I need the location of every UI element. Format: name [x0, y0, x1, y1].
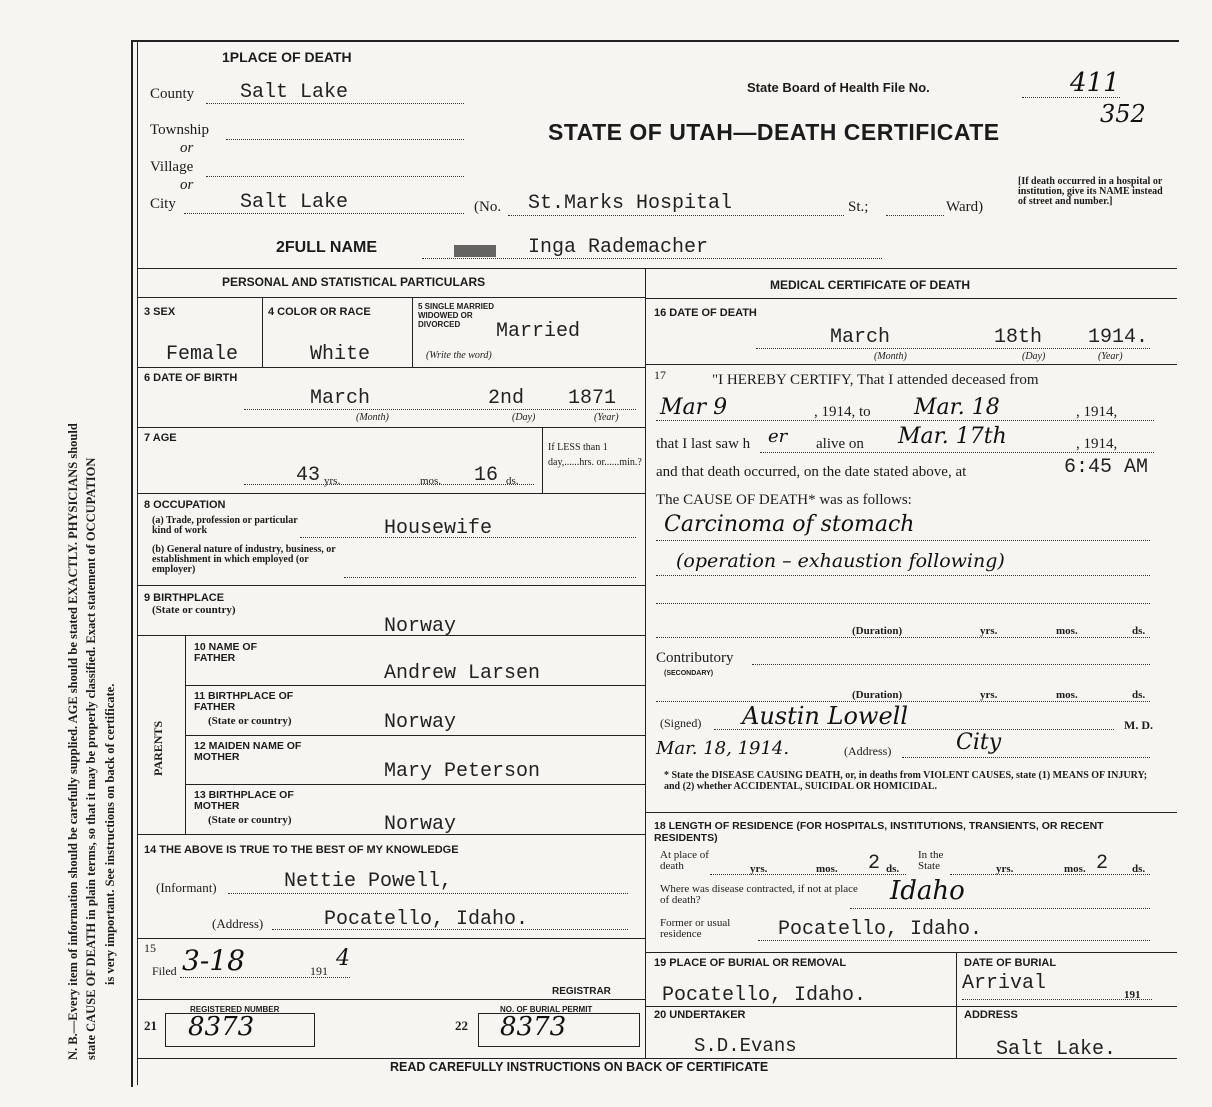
rule — [137, 938, 645, 939]
age-years: 43 — [296, 464, 321, 487]
signed-label: (Signed) — [660, 716, 702, 730]
city-label: City — [150, 196, 176, 212]
age-yrs-unit: yrs. — [324, 475, 341, 487]
personal-heading: PERSONAL AND STATISTICAL PARTICULARS — [222, 275, 486, 289]
rule — [137, 367, 645, 368]
dob-month: March — [310, 387, 371, 410]
registrar-label: REGISTRAR — [552, 986, 611, 997]
less-than-day-label: If LESS than 1 day,......hrs. or......min.? — [548, 442, 642, 468]
dod-month-caption: (Month) — [874, 351, 907, 362]
date-of-burial-label: DATE OF BURIAL — [964, 957, 1057, 969]
dod-day: 18th — [994, 326, 1043, 349]
in-state-mos: mos. — [1064, 863, 1086, 875]
in-state-ds: ds. — [1132, 863, 1146, 875]
rule — [137, 493, 645, 494]
physician-address-value: City — [956, 730, 1002, 755]
former-residence-value: Pocatello, Idaho. — [778, 918, 983, 941]
age-mos-unit: mos. — [420, 475, 442, 487]
rule — [185, 685, 645, 686]
father-birthplace-sub: (State or country) — [208, 715, 292, 727]
father-value: Andrew Larsen — [384, 662, 541, 685]
filed-line — [180, 977, 350, 978]
rule — [137, 585, 645, 586]
left-double-rule — [137, 40, 138, 1085]
marital-note: (Write the word) — [426, 350, 492, 361]
occupation-value: Housewife — [384, 517, 493, 540]
in-state-yrs: yrs. — [996, 863, 1014, 875]
less-divider — [542, 427, 543, 493]
dob-day-caption: (Day) — [512, 412, 536, 423]
occupation-label: 8 OCCUPATION — [144, 499, 226, 511]
contracted-value: Idaho — [890, 876, 965, 906]
in-state-days: 2 — [1096, 852, 1109, 875]
at-place-yrs: yrs. — [750, 863, 768, 875]
informant-address-label: (Address) — [212, 916, 264, 931]
mother-label: 12 MAIDEN NAME OF MOTHER — [194, 740, 302, 763]
rule — [185, 735, 645, 736]
at-place-mos: mos. — [816, 863, 838, 875]
in-state-line — [950, 874, 1150, 875]
registered-number-value: 8373 — [188, 1012, 255, 1042]
place-of-death-label: 1PLACE OF DEATH — [222, 49, 352, 65]
ward-label: Ward) — [946, 199, 984, 215]
cause-duration-label: (Duration) — [852, 625, 903, 637]
rule — [137, 999, 645, 1000]
file-no-value-2: 352 — [1100, 100, 1146, 128]
true-statement-label: 14 THE ABOVE IS TRUE TO THE BEST OF MY KNOWLEDGE — [144, 844, 459, 856]
side-note-line3: is very important. See instructions on back of certificate. — [103, 683, 117, 985]
rule — [645, 364, 1177, 365]
rule — [645, 298, 1177, 299]
physician-address-label: (Address) — [844, 744, 892, 758]
dod-day-caption: (Day) — [1022, 351, 1046, 362]
undertaker-label: 20 UNDERTAKER — [654, 1009, 746, 1021]
county-label: County — [150, 86, 195, 102]
rule — [137, 834, 645, 835]
mother-value: Mary Peterson — [384, 760, 541, 783]
age-days: 16 — [474, 464, 499, 487]
rule — [137, 427, 645, 428]
reg-21: 21 — [144, 1018, 157, 1033]
contracted-label: Where was disease contracted, if not at place of death? — [660, 883, 858, 906]
cause-yrs: yrs. — [980, 625, 998, 637]
last-saw-label: that I last saw h — [656, 436, 751, 452]
filed-date: 3-18 — [182, 944, 245, 977]
sex-value: Female — [166, 343, 239, 366]
alive-on-date: Mar. 17th — [898, 424, 1007, 449]
date-of-burial-year: 191 — [1124, 989, 1141, 1001]
color-value: White — [310, 343, 371, 366]
rule — [185, 784, 645, 785]
birthplace-value: Norway — [384, 615, 457, 638]
street-no-value: St.Marks Hospital — [528, 192, 733, 215]
attended-line — [656, 420, 1154, 421]
at-place-days: 2 — [868, 852, 881, 875]
birthplace-label: 9 BIRTHPLACE — [144, 592, 225, 604]
physician-address-line — [902, 757, 1150, 758]
footer-instructions: READ CAREFULLY INSTRUCTIONS ON BACK OF CERTIFICATE — [390, 1060, 769, 1074]
struck-out-prefix — [454, 245, 496, 257]
occupation-b-line — [344, 577, 636, 578]
date-of-burial-value: Arrival — [962, 972, 1047, 995]
village-line — [206, 176, 464, 177]
undertaker-address-label: ADDRESS — [964, 1009, 1018, 1021]
table-top-rule — [137, 268, 1177, 269]
age-label: 7 AGE — [144, 432, 177, 444]
at-place-ds: ds. — [886, 863, 900, 875]
file-no-value: 411 — [1070, 68, 1120, 98]
date-of-burial-line — [962, 999, 1152, 1000]
cause-line-2: (operation – exhaustion following) — [676, 550, 1005, 572]
color-divider — [412, 297, 413, 367]
rule — [645, 812, 1177, 813]
contrib-mos: mos. — [1056, 689, 1078, 701]
dod-year: 1914. — [1088, 326, 1149, 349]
attended-to-date: Mar. 18 — [914, 395, 1000, 420]
burial-divider — [956, 952, 957, 1058]
cause-duration-line — [656, 637, 1150, 638]
county-value: Salt Lake — [240, 81, 349, 104]
burial-place-value: Pocatello, Idaho. — [662, 984, 867, 1007]
burial-place-label: 19 PLACE OF BURIAL OR REMOVAL — [654, 957, 847, 969]
former-residence-line — [758, 940, 1150, 941]
filed-label: Filed — [152, 964, 177, 978]
age-ds-unit: ds. — [506, 475, 519, 487]
alive-on-label: alive on — [816, 436, 864, 452]
certify-num: 17 — [654, 368, 666, 382]
village-label: Village — [150, 159, 194, 175]
death-time-value: 6:45 AM — [1064, 456, 1149, 479]
in-state-label: In the State — [918, 849, 944, 872]
contributory-line — [752, 664, 1150, 665]
informant-value: Nettie Powell, — [284, 870, 453, 893]
certificate-title: STATE OF UTAH—DEATH CERTIFICATE — [548, 119, 1000, 145]
certify-text: "I HEREBY CERTIFY, That I attended deceased from — [712, 372, 1039, 388]
marital-value: Married — [496, 320, 581, 343]
township-label: Township — [150, 122, 209, 138]
dob-month-caption: (Month) — [356, 412, 389, 423]
contributory-label: Contributory — [656, 650, 734, 666]
mother-birthplace-value: Norway — [384, 813, 457, 836]
contrib-yrs: yrs. — [980, 689, 998, 701]
sex-divider — [262, 297, 263, 367]
cause-label: The CAUSE OF DEATH* was as follows: — [656, 492, 912, 508]
or-label-2: or — [180, 177, 194, 193]
secondary-label: (SECONDARY) — [664, 670, 714, 677]
color-label: 4 COLOR OR RACE — [268, 306, 371, 318]
sex-label: 3 SEX — [144, 306, 176, 318]
father-birthplace-value: Norway — [384, 711, 457, 734]
sign-date: Mar. 18, 1914. — [656, 738, 790, 759]
rule — [137, 635, 645, 636]
cause-footnote: * State the DISEASE CAUSING DEATH, or, in deaths from VIOLENT CAUSES, state (1) MEANS OF INJURY; and (2) whether ACCIDENTAL, SUICIDAL OR HOMICIDAL. — [664, 770, 1148, 792]
file-no-label: State Board of Health File No. — [747, 80, 930, 95]
or-label-1: or — [180, 140, 194, 156]
cause-line-2-rule — [656, 575, 1150, 576]
cause-ds: ds. — [1132, 625, 1146, 637]
burial-permit-value: 8373 — [500, 1012, 567, 1042]
dod-year-caption: (Year) — [1098, 351, 1123, 362]
rule — [137, 1058, 1177, 1059]
street-no-line — [508, 215, 844, 216]
parents-label: PARENTS — [151, 720, 165, 776]
st-label: St.; — [848, 199, 869, 215]
reg-22: 22 — [455, 1018, 468, 1033]
informant-address-value: Pocatello, Idaho. — [324, 908, 529, 931]
filed-year: 191 — [310, 964, 328, 978]
registered-number-label: REGISTERED NUMBER — [190, 1005, 280, 1014]
md-label: M. D. — [1124, 718, 1153, 732]
dob-year-caption: (Year) — [594, 412, 619, 423]
burial-permit-label: NO. OF BURIAL PERMIT — [500, 1005, 593, 1014]
dod-month: March — [830, 326, 891, 349]
death-occurred-label: and that death occurred, on the date stated above, at — [656, 464, 967, 480]
marital-label: 5 SINGLE MARRIED WIDOWED OR DIVORCED — [418, 302, 495, 329]
column-divider — [645, 268, 646, 1058]
at-place-label: At place of death — [660, 849, 709, 872]
contracted-line — [850, 908, 1150, 909]
dob-year: 1871 — [568, 387, 617, 410]
township-line — [226, 139, 464, 140]
cause-line-1: Carcinoma of stomach — [664, 512, 915, 537]
occupation-b-label: (b) General nature of industry, business, or establishment in which employed (or employer) — [152, 544, 336, 575]
former-residence-label: Former or usual residence — [660, 917, 731, 940]
undertaker-value: S.D.Evans — [694, 1035, 797, 1057]
attended-from-date: Mar 9 — [660, 395, 728, 420]
signed-line — [714, 729, 1114, 730]
rule — [137, 297, 645, 298]
alive-line — [760, 452, 1154, 453]
undertaker-address-value: Salt Lake. — [996, 1038, 1117, 1061]
street-no-label: (No. — [474, 199, 502, 215]
cause-line-3-rule — [656, 603, 1150, 604]
date-of-death-label: 16 DATE OF DEATH — [654, 307, 757, 319]
cause-mos: mos. — [1056, 625, 1078, 637]
father-birthplace-label: 11 BIRTHPLACE OF FATHER — [194, 690, 294, 713]
birthplace-sub: (State or country) — [152, 604, 236, 616]
contrib-duration-label: (Duration) — [852, 689, 903, 701]
filed-number: 15 — [144, 941, 156, 955]
dob-label: 6 DATE OF BIRTH — [144, 372, 238, 384]
ward-line — [886, 215, 944, 216]
rule — [645, 952, 1177, 953]
rule — [645, 1006, 1177, 1007]
full-name-label: 2FULL NAME — [276, 239, 378, 256]
city-value: Salt Lake — [240, 191, 349, 214]
residence-label: 18 LENGTH OF RESIDENCE (FOR HOSPITALS, INSTITUTIONS, TRANSIENTS, OR RECENT RESIDENTS) — [654, 820, 1104, 844]
informant-label: (Informant) — [156, 880, 217, 895]
filed-year-digit: 4 — [336, 946, 350, 971]
medical-heading: MEDICAL CERTIFICATE OF DEATH — [770, 278, 970, 292]
side-note-line2: state CAUSE OF DEATH in plain terms, so that it may be properly classified. Exact statement of OCCUPATION — [84, 457, 98, 1060]
mother-birthplace-label: 13 BIRTHPLACE OF MOTHER — [194, 789, 294, 812]
occupation-a-label: (a) Trade, profession or particular kind of work — [152, 515, 298, 536]
physician-signature: Austin Lowell — [742, 702, 908, 730]
side-note-line1: N. B.—Every item of information should be carefully supplied. AGE should be stated EXACTLY. PHYSICIANS should — [66, 423, 80, 1060]
attended-from-year: , 1914, to — [814, 404, 871, 420]
attended-to-year: , 1914, — [1076, 404, 1118, 420]
dob-day: 2nd — [488, 387, 525, 410]
father-label: 10 NAME OF FATHER — [194, 641, 258, 664]
mother-birthplace-sub: (State or country) — [208, 814, 292, 826]
alive-on-year: , 1914, — [1076, 436, 1118, 452]
contrib-ds: ds. — [1132, 689, 1146, 701]
informant-line — [228, 893, 628, 894]
hospital-note: [If death occurred in a hospital or institution, give its NAME instead of street and number.] — [1018, 176, 1163, 207]
full-name-value: Inga Rademacher — [528, 236, 709, 259]
cause-line-1-rule — [656, 540, 1150, 541]
last-saw-pronoun: er — [768, 426, 788, 447]
